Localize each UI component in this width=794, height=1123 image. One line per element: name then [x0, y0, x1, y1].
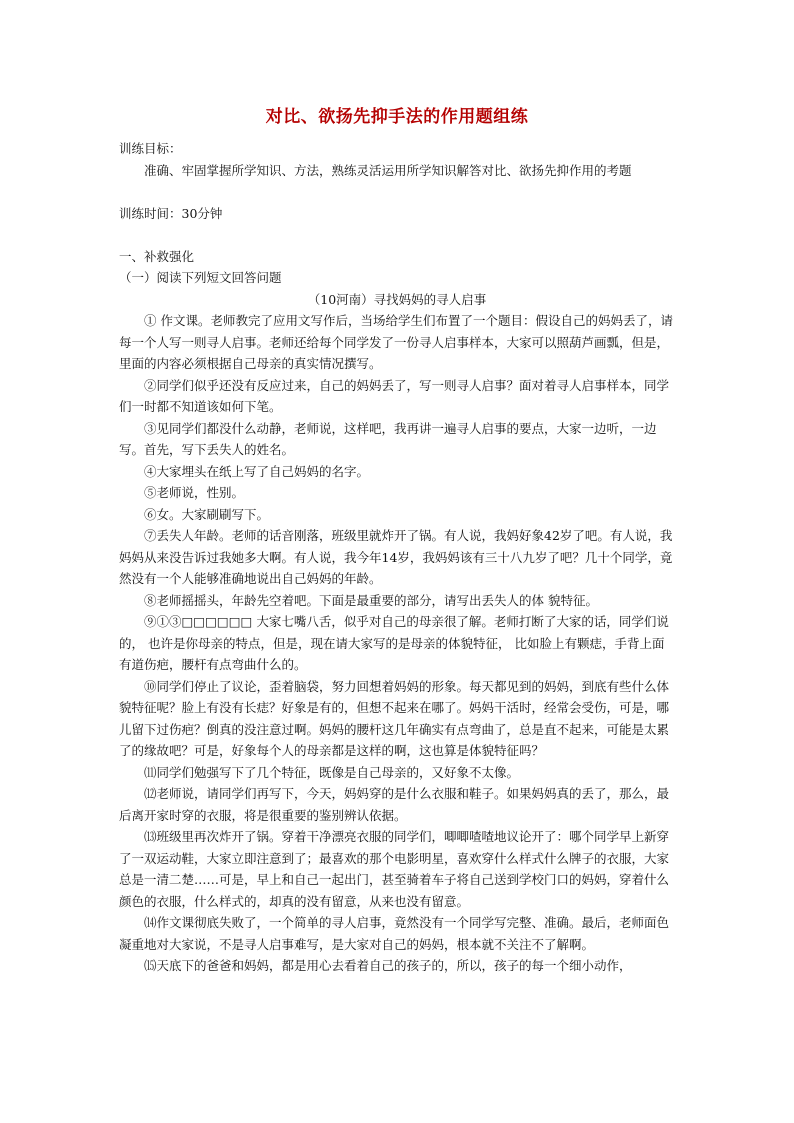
- paragraph-15: ⒂天底下的爸爸和妈妈，都是用心去看着自己的孩子的，所以，孩子的每一个细小动作，: [144, 958, 632, 973]
- time-label: 训练时间：30分钟: [119, 205, 223, 221]
- section-heading: 一、补救强化: [119, 248, 195, 264]
- paragraph-6: ⑥女。大家刷刷写下。: [144, 506, 270, 522]
- page-title: 对比、欲扬先抑手法的作用题组练: [265, 107, 529, 127]
- paragraph-9: ⑨①③□□□□□□ 大家七嘴八舌，似乎对自己的母亲很了解。老师打断了大家的话，同学们说的， 也许是你母亲的特点，但是，现在请大家写的是母亲的体貌特征， 比如脸上有颗痣，手背上面有道伤疤，腰杆有点弯曲什么的。: [119, 614, 669, 672]
- paragraph-8: ⑧老师摇摇头，年龄先空着吧。下面是最重要的部分，请写出丢失人的体 貌特征。: [144, 592, 598, 608]
- spacer: [119, 181, 675, 203]
- passage-title: （10河南）寻找妈妈的寻人启事: [307, 291, 487, 307]
- paragraph-11: ⑾同学们勉强写下了几个特征，既像是自己母亲的，又好象不太像。: [144, 764, 520, 780]
- paragraph-12: ⑿老师说，请同学们再写下，今天，妈妈穿的是什么衣服和鞋子。如果妈妈真的丢了，那么，最后离开家时穿的衣服，将是很重要的鉴别辨认依据。: [119, 786, 670, 823]
- paragraph-7: ⑦丢失人年龄。老师的话音刚落，班级里就炸开了锅。有人说，我妈好象42岁了吧。有人说，我妈妈从来没告诉过我她多大啊。有人说，我今年14岁，我妈妈该有三十八九岁了吧？几十个同学，竟然没有一个人能够准确地说出自己妈妈的年龄。: [119, 528, 673, 586]
- spacer: [119, 224, 675, 246]
- paragraph-14: ⒁作文课彻底失败了，一个简单的寻人启事，竟然没有一个同学写完整、准确。最后，老师面色凝重地对大家说，不是寻人启事难写，是大家对自己的妈妈，根本就不关注不了解啊。: [119, 915, 670, 952]
- paragraph-13: ⒀班级里再次炸开了锅。穿着干净漂亮衣服的同学们，唧唧喳喳地议论开了：哪个同学早上新穿了一双运动鞋，大家立即注意到了；最喜欢的那个电影明星，喜欢穿什么样式什么牌子的衣服，大家总是一清二楚……可是，早上和自己一起出门，甚至骑着车子将自己送到学校门口的妈妈，穿着什么颜色的衣服，什么样式的，却真的没有留意，从来也没有留意。: [119, 829, 670, 909]
- paragraph-3: ③见同学们都没什么动静，老师说，这样吧，我再讲一遍寻人启事的要点，大家一边听，一边写。首先，写下丢失人的姓名。: [119, 420, 657, 457]
- document-body: [119, 138, 675, 977]
- paragraph-1: ① 作文课。老师教完了应用文写作后，当场给学生们布置了一个题目：假设自己的妈妈丢了，请每一个人写一则寻人启事。老师还给每个同学发了一份寻人启事样本，大家可以照葫芦画瓢，但是，里面的内容必须根据自己母亲的真实情况撰写。: [119, 313, 673, 371]
- paragraph-10: ⑩同学们停止了议论，歪着脑袋，努力回想着妈妈的形象。每天都见到的妈妈，到底有些什么体貌特征呢？脸上有没有长痣？好象是有的，但想不起来在哪了。妈妈干活时，经常会受伤，可是，哪儿留下过伤疤？倒真的没注意过啊。妈妈的腰杆这几年确实有点弯曲了，总是直不起来，可能是太累了的缘故吧？可是，好象每个人的母亲都是这样的啊，这也算是体貌特征吗？: [119, 678, 670, 758]
- goal-label: 训练目标：: [119, 141, 182, 156]
- paragraph-5: ⑤老师说，性别。: [144, 485, 245, 500]
- paragraph-2: ②同学们似乎还没有反应过来，自己的妈妈丢了，写一则寻人启事？面对着寻人启事样本，同学们一时都不知道该如何下笔。: [119, 377, 670, 414]
- goal-text: 准确、牢固掌握所学知识、方法，熟练灵活运用所学知识解答对比、欲扬先抑作用的考题: [144, 162, 632, 178]
- subsection-heading: （一）阅读下列短文回答问题: [119, 270, 282, 285]
- paragraph-4: ④大家埋头在纸上写了自己妈妈的名字。: [144, 463, 370, 479]
